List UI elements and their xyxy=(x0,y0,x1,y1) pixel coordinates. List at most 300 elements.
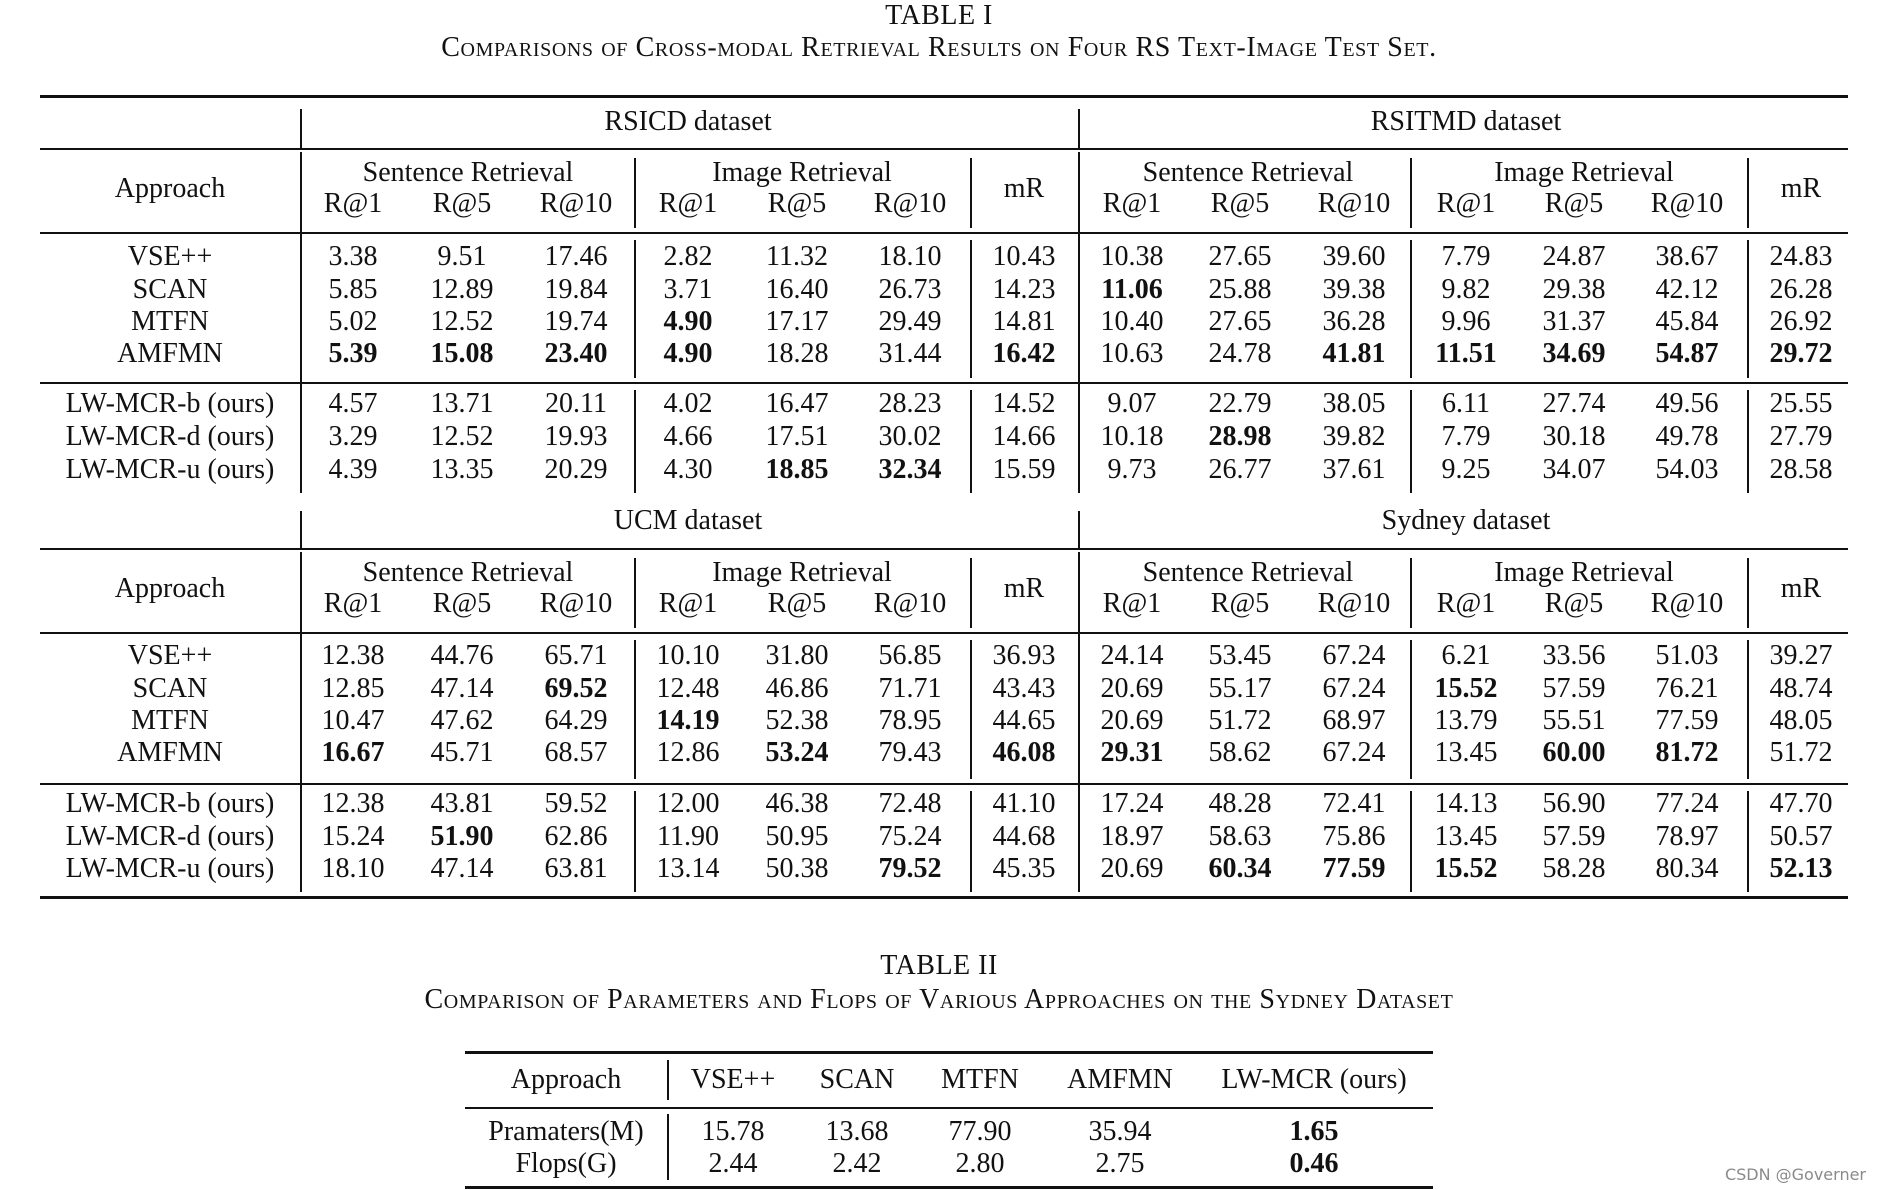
result-cell: 63.81 xyxy=(544,853,608,884)
result-cell: 14.19 xyxy=(656,705,720,736)
result-cell: 50.95 xyxy=(765,821,829,852)
mr-header: mR xyxy=(1780,172,1822,204)
approach-name: LW-MCR-u (ours) xyxy=(65,454,275,485)
result-cell: 15.52 xyxy=(1434,853,1498,884)
result-cell: 45.84 xyxy=(1655,306,1719,337)
column-divider xyxy=(1747,158,1749,228)
table1-top-rule xyxy=(40,95,1848,98)
result-cell: 26.73 xyxy=(878,274,942,305)
column-divider xyxy=(1078,152,1080,493)
result-cell: 59.52 xyxy=(544,788,608,819)
table2-row-label: Flops(G) xyxy=(515,1148,617,1179)
result-cell: 16.42 xyxy=(992,338,1056,369)
result-cell: 23.40 xyxy=(544,338,608,369)
result-cell: 6.11 xyxy=(1442,388,1490,419)
dataset-header: Sydney dataset xyxy=(1381,505,1551,536)
sentence-retrieval-header: Sentence Retrieval xyxy=(362,157,574,188)
result-cell: 30.02 xyxy=(878,421,942,452)
metric-header: R@1 xyxy=(323,188,383,219)
column-divider xyxy=(300,552,302,892)
table2-cell: 13.68 xyxy=(825,1116,889,1147)
result-cell: 48.05 xyxy=(1769,705,1833,736)
result-cell: 9.51 xyxy=(437,241,487,272)
result-cell: 65.71 xyxy=(544,640,608,671)
table2-divider xyxy=(667,1060,669,1100)
result-cell: 11.06 xyxy=(1101,274,1163,305)
result-cell: 17.24 xyxy=(1100,788,1164,819)
result-cell: 52.38 xyxy=(765,705,829,736)
result-cell: 3.71 xyxy=(663,274,713,305)
result-cell: 17.46 xyxy=(544,241,608,272)
result-cell: 43.81 xyxy=(430,788,494,819)
table1-bottom-rule xyxy=(40,896,1848,899)
result-cell: 12.00 xyxy=(656,788,720,819)
metric-header: R@1 xyxy=(1102,588,1162,619)
column-divider xyxy=(970,240,972,378)
result-cell: 14.23 xyxy=(992,274,1056,305)
column-divider xyxy=(1747,640,1749,779)
result-cell: 17.51 xyxy=(765,421,829,452)
result-cell: 39.38 xyxy=(1322,274,1386,305)
table2-header-cell: VSE++ xyxy=(690,1064,776,1095)
column-divider xyxy=(1410,158,1412,228)
column-divider xyxy=(1747,240,1749,378)
result-cell: 80.34 xyxy=(1655,853,1719,884)
result-cell: 12.86 xyxy=(656,737,720,768)
sentence-retrieval-header: Sentence Retrieval xyxy=(362,557,574,588)
result-cell: 51.72 xyxy=(1208,705,1272,736)
mr-header: mR xyxy=(1003,172,1045,204)
column-divider xyxy=(970,158,972,228)
table2-header-cell: MTFN xyxy=(941,1064,1019,1095)
result-cell: 31.44 xyxy=(878,338,942,369)
result-cell: 18.85 xyxy=(765,454,829,485)
table2-cell: 77.90 xyxy=(948,1116,1012,1147)
result-cell: 4.39 xyxy=(328,454,378,485)
result-cell: 20.11 xyxy=(545,388,607,419)
result-cell: 9.82 xyxy=(1441,274,1491,305)
result-cell: 55.51 xyxy=(1542,705,1606,736)
result-cell: 41.10 xyxy=(992,788,1056,819)
metric-header: R@1 xyxy=(323,588,383,619)
metric-header: R@5 xyxy=(432,188,492,219)
result-cell: 81.72 xyxy=(1655,737,1719,768)
result-cell: 4.02 xyxy=(663,388,713,419)
result-cell: 4.30 xyxy=(663,454,713,485)
image-retrieval-header: Image Retrieval xyxy=(1494,557,1674,588)
result-cell: 48.74 xyxy=(1769,673,1833,704)
result-cell: 5.85 xyxy=(328,274,378,305)
result-cell: 60.34 xyxy=(1208,853,1272,884)
result-cell: 14.13 xyxy=(1434,788,1498,819)
column-divider xyxy=(1410,558,1412,628)
result-cell: 79.43 xyxy=(878,737,942,768)
metric-header: R@10 xyxy=(1317,188,1391,219)
result-cell: 64.29 xyxy=(544,705,608,736)
metric-header: R@10 xyxy=(873,588,947,619)
result-cell: 10.43 xyxy=(992,241,1056,272)
column-divider xyxy=(1410,240,1412,378)
approach-name: VSE++ xyxy=(127,241,213,272)
result-cell: 13.14 xyxy=(656,853,720,884)
result-cell: 29.49 xyxy=(878,306,942,337)
mr-header: mR xyxy=(1003,572,1045,604)
result-cell: 69.52 xyxy=(544,673,608,704)
approach-name: MTFN xyxy=(131,306,209,337)
result-cell: 47.70 xyxy=(1769,788,1833,819)
result-cell: 29.72 xyxy=(1769,338,1833,369)
result-cell: 28.58 xyxy=(1769,454,1833,485)
result-cell: 5.02 xyxy=(328,306,378,337)
result-cell: 4.57 xyxy=(328,388,378,419)
result-cell: 12.85 xyxy=(321,673,385,704)
result-cell: 49.78 xyxy=(1655,421,1719,452)
column-divider xyxy=(300,109,302,148)
metric-header: R@1 xyxy=(1436,588,1496,619)
result-cell: 68.97 xyxy=(1322,705,1386,736)
result-cell: 16.40 xyxy=(765,274,829,305)
result-cell: 14.52 xyxy=(992,388,1056,419)
metric-header: R@5 xyxy=(432,588,492,619)
approach-name: AMFMN xyxy=(117,338,223,369)
result-cell: 56.85 xyxy=(878,640,942,671)
result-cell: 29.38 xyxy=(1542,274,1606,305)
result-cell: 16.67 xyxy=(321,737,385,768)
result-cell: 31.80 xyxy=(765,640,829,671)
result-cell: 19.74 xyxy=(544,306,608,337)
result-cell: 12.38 xyxy=(321,640,385,671)
group-rule xyxy=(40,783,1848,785)
watermark: CSDN @Governer xyxy=(1724,1165,1866,1184)
result-cell: 26.28 xyxy=(1769,274,1833,305)
column-divider xyxy=(634,640,636,779)
result-cell: 9.07 xyxy=(1107,388,1157,419)
dataset-header: UCM dataset xyxy=(613,505,763,536)
column-divider xyxy=(634,240,636,378)
result-cell: 13.79 xyxy=(1434,705,1498,736)
result-cell: 24.14 xyxy=(1100,640,1164,671)
result-cell: 26.77 xyxy=(1208,454,1272,485)
result-cell: 14.81 xyxy=(992,306,1056,337)
result-cell: 72.48 xyxy=(878,788,942,819)
result-cell: 78.95 xyxy=(878,705,942,736)
column-divider xyxy=(1410,791,1412,892)
dataset-header: RSITMD dataset xyxy=(1370,106,1562,137)
result-cell: 77.59 xyxy=(1655,705,1719,736)
result-cell: 44.65 xyxy=(992,705,1056,736)
result-cell: 15.59 xyxy=(992,454,1056,485)
approach-name: LW-MCR-b (ours) xyxy=(65,388,275,419)
result-cell: 46.86 xyxy=(765,673,829,704)
column-divider xyxy=(634,158,636,228)
column-divider xyxy=(970,791,972,892)
result-cell: 18.28 xyxy=(765,338,829,369)
result-cell: 56.90 xyxy=(1542,788,1606,819)
metric-header: R@5 xyxy=(767,188,827,219)
result-cell: 47.14 xyxy=(430,673,494,704)
result-cell: 24.78 xyxy=(1208,338,1272,369)
result-cell: 42.12 xyxy=(1655,274,1719,305)
approach-header: Approach xyxy=(114,572,226,604)
result-cell: 55.17 xyxy=(1208,673,1272,704)
image-retrieval-header: Image Retrieval xyxy=(712,157,892,188)
result-cell: 9.25 xyxy=(1441,454,1491,485)
result-cell: 76.21 xyxy=(1655,673,1719,704)
result-cell: 52.13 xyxy=(1769,853,1833,884)
metric-header: R@5 xyxy=(1544,188,1604,219)
result-cell: 24.83 xyxy=(1769,241,1833,272)
table2-header-rule xyxy=(465,1107,1433,1109)
result-cell: 75.24 xyxy=(878,821,942,852)
result-cell: 33.56 xyxy=(1542,640,1606,671)
table2-top-rule xyxy=(465,1051,1433,1054)
result-cell: 10.18 xyxy=(1100,421,1164,452)
result-cell: 11.90 xyxy=(657,821,719,852)
result-cell: 10.63 xyxy=(1100,338,1164,369)
column-divider xyxy=(1410,390,1412,493)
approach-header: Approach xyxy=(114,172,226,204)
result-cell: 54.03 xyxy=(1655,454,1719,485)
table2-header-cell: SCAN xyxy=(819,1064,895,1095)
result-cell: 36.93 xyxy=(992,640,1056,671)
approach-name: LW-MCR-d (ours) xyxy=(65,821,275,852)
table2-title: Comparison of Parameters and Flops of Various Approaches on the Sydney Dataset xyxy=(424,984,1454,1015)
result-cell: 13.45 xyxy=(1434,737,1498,768)
result-cell: 28.98 xyxy=(1208,421,1272,452)
result-cell: 27.74 xyxy=(1542,388,1606,419)
result-cell: 41.81 xyxy=(1322,338,1386,369)
result-cell: 6.21 xyxy=(1441,640,1491,671)
sentence-retrieval-header: Sentence Retrieval xyxy=(1142,557,1354,588)
result-cell: 25.55 xyxy=(1769,388,1833,419)
metric-header: R@1 xyxy=(1436,188,1496,219)
result-cell: 57.59 xyxy=(1542,821,1606,852)
result-cell: 11.32 xyxy=(766,241,828,272)
result-cell: 48.28 xyxy=(1208,788,1272,819)
result-cell: 18.10 xyxy=(321,853,385,884)
table2-cell: 2.44 xyxy=(708,1148,758,1179)
table2-cell: 35.94 xyxy=(1088,1116,1152,1147)
result-cell: 51.90 xyxy=(430,821,494,852)
table2-cell: 2.80 xyxy=(955,1148,1005,1179)
result-cell: 51.03 xyxy=(1655,640,1719,671)
column-divider xyxy=(1078,109,1080,148)
result-cell: 53.45 xyxy=(1208,640,1272,671)
result-cell: 72.41 xyxy=(1322,788,1386,819)
result-cell: 12.38 xyxy=(321,788,385,819)
column-divider xyxy=(1747,390,1749,493)
result-cell: 9.73 xyxy=(1107,454,1157,485)
result-cell: 32.34 xyxy=(878,454,942,485)
approach-name: SCAN xyxy=(132,274,208,305)
table2-row-label: Pramaters(M) xyxy=(488,1116,644,1147)
table1-title: Comparisons of Cross-modal Retrieval Results on Four RS Text-Image Test Set. xyxy=(441,32,1437,63)
result-cell: 7.79 xyxy=(1441,241,1491,272)
result-cell: 13.45 xyxy=(1434,821,1498,852)
result-cell: 25.88 xyxy=(1208,274,1272,305)
column-divider xyxy=(970,558,972,628)
metric-header: R@10 xyxy=(1650,588,1724,619)
result-cell: 5.39 xyxy=(328,338,378,369)
result-cell: 47.14 xyxy=(430,853,494,884)
result-cell: 67.24 xyxy=(1322,737,1386,768)
result-cell: 15.24 xyxy=(321,821,385,852)
table2-cell: 0.46 xyxy=(1289,1148,1339,1179)
table2-cell: 1.65 xyxy=(1289,1116,1339,1147)
metric-header: R@10 xyxy=(539,588,613,619)
result-cell: 58.62 xyxy=(1208,737,1272,768)
header-rule xyxy=(40,632,1848,634)
result-cell: 20.69 xyxy=(1100,705,1164,736)
metric-header: R@1 xyxy=(1102,188,1162,219)
result-cell: 77.24 xyxy=(1655,788,1719,819)
result-cell: 36.28 xyxy=(1322,306,1386,337)
result-cell: 75.86 xyxy=(1322,821,1386,852)
metric-header: R@1 xyxy=(658,188,718,219)
result-cell: 28.23 xyxy=(878,388,942,419)
result-cell: 71.71 xyxy=(878,673,942,704)
result-cell: 15.08 xyxy=(430,338,494,369)
result-cell: 50.38 xyxy=(765,853,829,884)
metric-header: R@1 xyxy=(658,588,718,619)
metric-header: R@5 xyxy=(767,588,827,619)
result-cell: 27.65 xyxy=(1208,241,1272,272)
column-divider xyxy=(300,152,302,493)
result-cell: 77.59 xyxy=(1322,853,1386,884)
column-divider xyxy=(1078,552,1080,892)
table1-label: TABLE I xyxy=(885,0,993,31)
result-cell: 31.37 xyxy=(1542,306,1606,337)
column-divider xyxy=(1078,511,1080,548)
header-rule xyxy=(40,232,1848,234)
metric-header: R@5 xyxy=(1210,588,1270,619)
result-cell: 39.27 xyxy=(1769,640,1833,671)
result-cell: 19.84 xyxy=(544,274,608,305)
column-divider xyxy=(634,791,636,892)
result-cell: 12.48 xyxy=(656,673,720,704)
result-cell: 67.24 xyxy=(1322,673,1386,704)
dataset-rule xyxy=(40,148,1848,150)
result-cell: 20.69 xyxy=(1100,673,1164,704)
result-cell: 7.79 xyxy=(1441,421,1491,452)
result-cell: 12.52 xyxy=(430,421,494,452)
sentence-retrieval-header: Sentence Retrieval xyxy=(1142,157,1354,188)
result-cell: 13.71 xyxy=(430,388,494,419)
result-cell: 45.71 xyxy=(430,737,494,768)
column-divider xyxy=(970,390,972,493)
result-cell: 27.79 xyxy=(1769,421,1833,452)
result-cell: 37.61 xyxy=(1322,454,1386,485)
metric-header: R@10 xyxy=(873,188,947,219)
table2-cell: 2.75 xyxy=(1095,1148,1145,1179)
result-cell: 38.05 xyxy=(1322,388,1386,419)
result-cell: 24.87 xyxy=(1542,241,1606,272)
table2-bottom-rule xyxy=(465,1186,1433,1189)
result-cell: 17.17 xyxy=(765,306,829,337)
column-divider xyxy=(1747,791,1749,892)
image-retrieval-header: Image Retrieval xyxy=(1494,157,1674,188)
result-cell: 2.82 xyxy=(663,241,713,272)
dataset-rule xyxy=(40,548,1848,550)
metric-header: R@10 xyxy=(1650,188,1724,219)
metric-header: R@5 xyxy=(1210,188,1270,219)
result-cell: 11.51 xyxy=(1435,338,1497,369)
result-cell: 58.28 xyxy=(1542,853,1606,884)
result-cell: 15.52 xyxy=(1434,673,1498,704)
result-cell: 67.24 xyxy=(1322,640,1386,671)
result-cell: 34.69 xyxy=(1542,338,1606,369)
approach-name: VSE++ xyxy=(127,640,213,671)
result-cell: 10.40 xyxy=(1100,306,1164,337)
approach-name: LW-MCR-d (ours) xyxy=(65,421,275,452)
result-cell: 60.00 xyxy=(1542,737,1606,768)
result-cell: 43.43 xyxy=(992,673,1056,704)
result-cell: 4.90 xyxy=(663,306,713,337)
table2-cell: 2.42 xyxy=(832,1148,882,1179)
result-cell: 26.92 xyxy=(1769,306,1833,337)
result-cell: 38.67 xyxy=(1655,241,1719,272)
approach-name: AMFMN xyxy=(117,737,223,768)
result-cell: 10.47 xyxy=(321,705,385,736)
column-divider xyxy=(970,640,972,779)
group-rule xyxy=(40,382,1848,384)
result-cell: 44.76 xyxy=(430,640,494,671)
result-cell: 57.59 xyxy=(1542,673,1606,704)
result-cell: 10.10 xyxy=(656,640,720,671)
result-cell: 3.29 xyxy=(328,421,378,452)
result-cell: 14.66 xyxy=(992,421,1056,452)
metric-header: R@10 xyxy=(539,188,613,219)
result-cell: 4.90 xyxy=(663,338,713,369)
result-cell: 44.68 xyxy=(992,821,1056,852)
result-cell: 12.52 xyxy=(430,306,494,337)
result-cell: 20.69 xyxy=(1100,853,1164,884)
table2-header-cell: AMFMN xyxy=(1067,1064,1173,1095)
result-cell: 9.96 xyxy=(1441,306,1491,337)
result-cell: 58.63 xyxy=(1208,821,1272,852)
result-cell: 10.38 xyxy=(1100,241,1164,272)
result-cell: 20.29 xyxy=(544,454,608,485)
table2-header-cell: LW-MCR (ours) xyxy=(1221,1064,1407,1095)
result-cell: 39.82 xyxy=(1322,421,1386,452)
result-cell: 47.62 xyxy=(430,705,494,736)
result-cell: 16.47 xyxy=(765,388,829,419)
table2-header-cell: Approach xyxy=(510,1064,622,1095)
approach-name: SCAN xyxy=(132,673,208,704)
table2-cell: 15.78 xyxy=(701,1116,765,1147)
result-cell: 12.89 xyxy=(430,274,494,305)
result-cell: 34.07 xyxy=(1542,454,1606,485)
mr-header: mR xyxy=(1780,572,1822,604)
column-divider xyxy=(1747,558,1749,628)
approach-name: LW-MCR-u (ours) xyxy=(65,853,275,884)
result-cell: 50.57 xyxy=(1769,821,1833,852)
metric-header: R@10 xyxy=(1317,588,1391,619)
result-cell: 79.52 xyxy=(878,853,942,884)
result-cell: 54.87 xyxy=(1655,338,1719,369)
result-cell: 3.38 xyxy=(328,241,378,272)
result-cell: 22.79 xyxy=(1208,388,1272,419)
result-cell: 78.97 xyxy=(1655,821,1719,852)
table2-label: TABLE II xyxy=(880,950,998,981)
approach-name: LW-MCR-b (ours) xyxy=(65,788,275,819)
image-retrieval-header: Image Retrieval xyxy=(712,557,892,588)
result-cell: 18.97 xyxy=(1100,821,1164,852)
result-cell: 30.18 xyxy=(1542,421,1606,452)
result-cell: 46.08 xyxy=(992,737,1056,768)
result-cell: 27.65 xyxy=(1208,306,1272,337)
result-cell: 29.31 xyxy=(1100,737,1164,768)
